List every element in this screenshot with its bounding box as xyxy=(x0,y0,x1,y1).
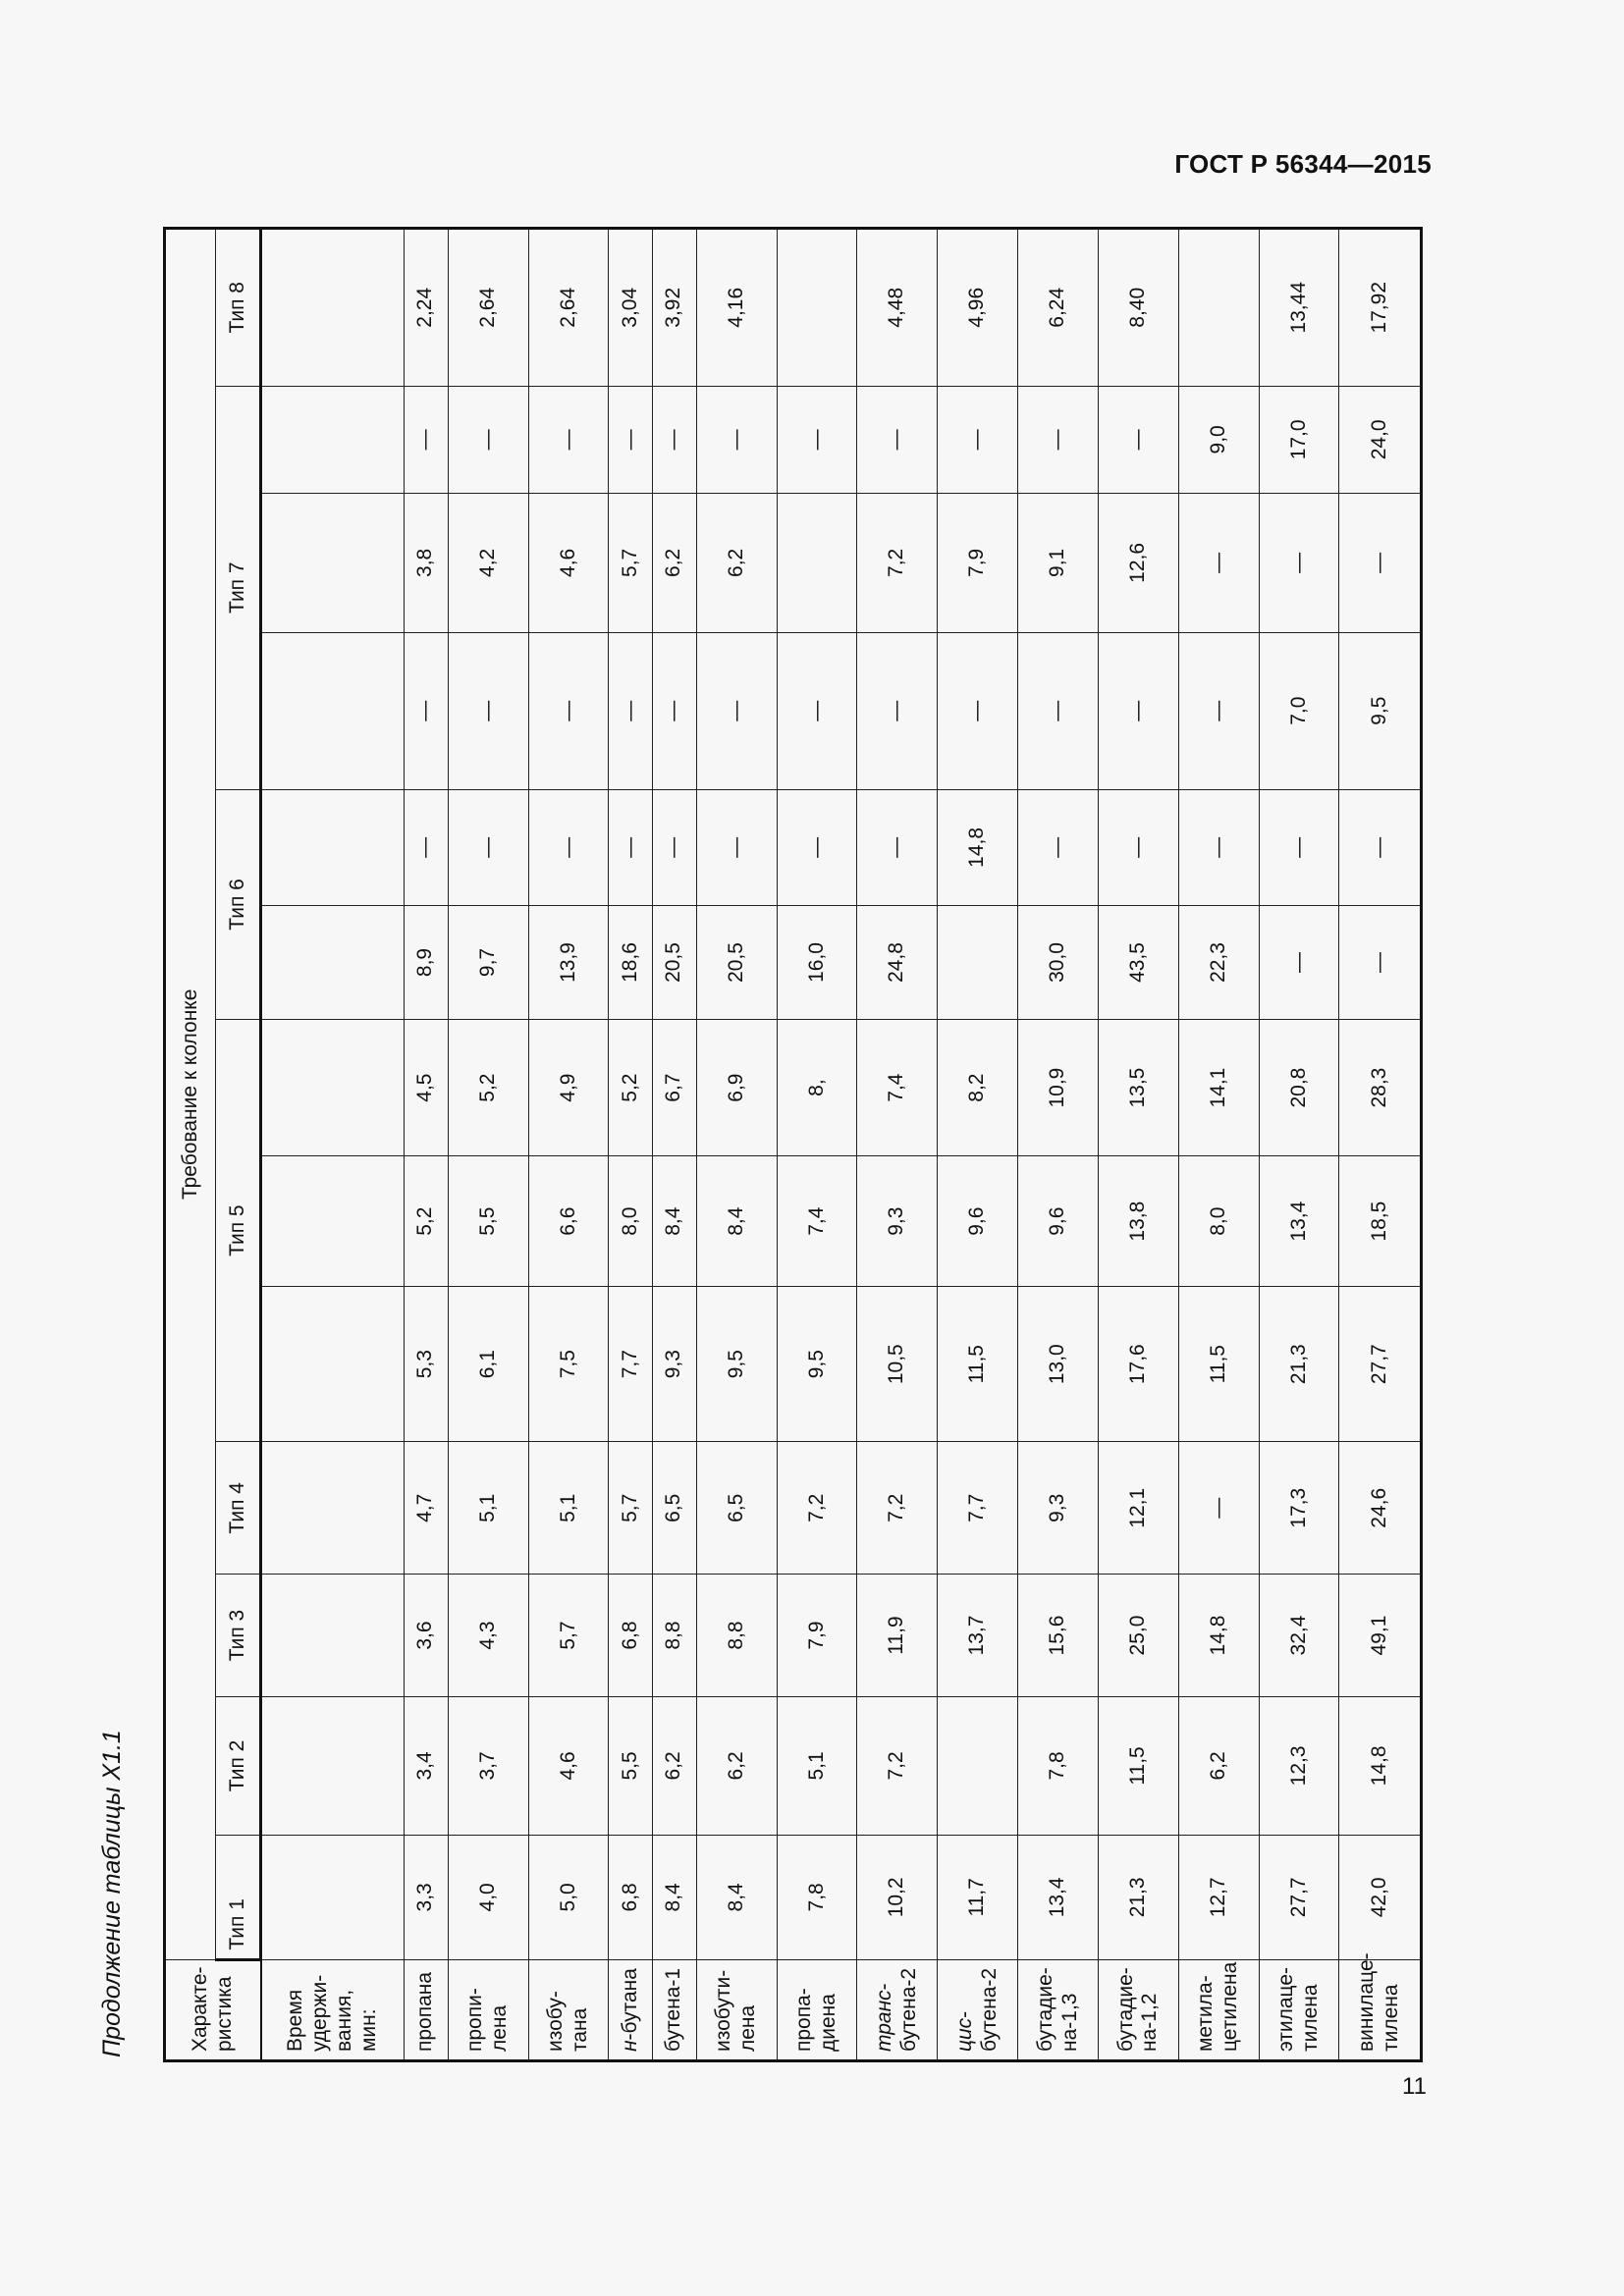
row-label-text: бутена-1 xyxy=(662,1967,685,2052)
value-cell: 5,1 xyxy=(448,1442,528,1575)
row-label-italic-prefix: н xyxy=(618,2040,641,2052)
value-cell: 5,5 xyxy=(448,1156,528,1287)
value-cell: 7,7 xyxy=(609,1287,653,1442)
value-cell: — xyxy=(609,789,653,905)
value-cell: 13,44 xyxy=(1259,229,1339,387)
header-type-2: Тип 2 xyxy=(216,1696,261,1835)
empty-cell xyxy=(261,1019,405,1155)
value-cell: 8,0 xyxy=(609,1156,653,1287)
value-cell: 7,5 xyxy=(528,1287,609,1442)
value-cell: 24,8 xyxy=(857,905,938,1019)
value-cell: 14,8 xyxy=(938,789,1018,905)
value-cell: — xyxy=(1259,789,1339,905)
value-cell: — xyxy=(653,789,697,905)
value-cell: 16,0 xyxy=(777,905,857,1019)
value-cell: 14,8 xyxy=(1178,1575,1259,1696)
value-cell: 7,2 xyxy=(857,1442,938,1575)
value-cell: 4,5 xyxy=(405,1019,449,1155)
value-cell: 9,5 xyxy=(696,1287,777,1442)
value-cell: 11,5 xyxy=(1098,1696,1178,1835)
value-cell: 13,4 xyxy=(1018,1836,1099,1960)
retention-time-row xyxy=(261,229,405,2061)
empty-cell xyxy=(261,632,405,789)
value-cell: — xyxy=(1018,789,1099,905)
value-cell: 20,8 xyxy=(1259,1019,1339,1155)
header-type-4: Тип 4 xyxy=(216,1442,261,1575)
value-cell: 12,1 xyxy=(1098,1442,1178,1575)
value-cell: — xyxy=(857,789,938,905)
value-cell: 10,9 xyxy=(1018,1019,1099,1155)
row-label-text: пропа-диена xyxy=(792,1988,839,2052)
row-label-text: бутадие-на-1,3 xyxy=(1033,1967,1081,2052)
value-cell: 5,7 xyxy=(609,1442,653,1575)
page-number: 11 xyxy=(1402,2073,1427,2100)
value-cell: — xyxy=(696,632,777,789)
row-label-text: винилаце-тилена xyxy=(1355,1952,1403,2052)
value-cell: 9,3 xyxy=(857,1156,938,1287)
value-cell: 21,3 xyxy=(1259,1287,1339,1442)
table-row xyxy=(609,229,653,2061)
row-label xyxy=(1259,1959,1339,2060)
row-label xyxy=(696,1959,777,2060)
row-label xyxy=(938,1959,1018,2060)
header-type-1: Тип 1 xyxy=(216,1836,261,1960)
value-cell: 9,5 xyxy=(777,1287,857,1442)
row-label xyxy=(653,1959,697,2060)
value-cell: — xyxy=(1098,789,1178,905)
table-row xyxy=(1259,229,1339,2061)
table-row xyxy=(528,229,609,2061)
value-cell: 6,2 xyxy=(696,1696,777,1835)
value-cell: 4,6 xyxy=(528,494,609,632)
header-type-5: Тип 5 xyxy=(216,1019,261,1441)
row-label xyxy=(857,1959,938,2060)
row-label xyxy=(609,1959,653,2060)
row-label-text: -бутена-2 xyxy=(952,1967,1001,2052)
value-cell: 3,3 xyxy=(405,1836,449,1960)
empty-cell xyxy=(261,386,405,494)
row-label-text: бутадие-на-1,2 xyxy=(1113,1967,1162,2052)
value-cell: 6,2 xyxy=(696,494,777,632)
value-cell: 12,6 xyxy=(1098,494,1178,632)
value-cell: 22,3 xyxy=(1178,905,1259,1019)
value-cell: — xyxy=(1178,789,1259,905)
value-cell: 17,92 xyxy=(1339,229,1422,387)
value-cell: 43,5 xyxy=(1098,905,1178,1019)
value-cell: 6,8 xyxy=(609,1836,653,1960)
empty-cell xyxy=(261,1575,405,1696)
value-cell: 8,40 xyxy=(1098,229,1178,387)
table-row xyxy=(405,229,449,2061)
header-type-3: Тип 3 xyxy=(216,1575,261,1696)
value-cell: — xyxy=(857,632,938,789)
row-label-text: -бутена-2 xyxy=(873,1967,920,2052)
value-cell: 4,9 xyxy=(528,1019,609,1155)
table-row xyxy=(1098,229,1178,2061)
value-cell: 9,1 xyxy=(1018,494,1099,632)
value-cell: — xyxy=(528,386,609,494)
value-cell: 4,0 xyxy=(448,1836,528,1960)
value-cell: 11,9 xyxy=(857,1575,938,1696)
value-cell: 17,3 xyxy=(1259,1442,1339,1575)
value-cell: 32,4 xyxy=(1259,1575,1339,1696)
value-cell: 8,4 xyxy=(653,1156,697,1287)
value-cell: 9,7 xyxy=(448,905,528,1019)
value-cell: 13,8 xyxy=(1098,1156,1178,1287)
value-cell: 6,2 xyxy=(653,1696,697,1835)
value-cell: 14,1 xyxy=(1178,1019,1259,1155)
value-cell: — xyxy=(1259,494,1339,632)
value-cell: 13,5 xyxy=(1098,1019,1178,1155)
value-cell: 7,2 xyxy=(857,1696,938,1835)
empty-cell xyxy=(261,229,405,387)
value-cell: — xyxy=(653,386,697,494)
value-cell: 30,0 xyxy=(1018,905,1099,1019)
value-cell: 3,4 xyxy=(405,1696,449,1835)
value-cell: 6,2 xyxy=(653,494,697,632)
value-cell xyxy=(777,229,857,387)
value-cell: 8,9 xyxy=(405,905,449,1019)
row-label-text: пропи-лена xyxy=(463,1988,512,2052)
value-cell: 6,2 xyxy=(1178,1696,1259,1835)
value-cell: — xyxy=(448,789,528,905)
value-cell: — xyxy=(653,632,697,789)
row-label xyxy=(777,1959,857,2060)
value-cell: — xyxy=(1178,494,1259,632)
value-cell: 4,3 xyxy=(448,1575,528,1696)
data-table xyxy=(163,227,1423,2062)
value-cell: 9,6 xyxy=(938,1156,1018,1287)
value-cell: 11,7 xyxy=(938,1836,1018,1960)
value-cell: 5,2 xyxy=(609,1019,653,1155)
header-characteristic: Характе-ристика xyxy=(165,1959,261,2060)
value-cell: 10,2 xyxy=(857,1836,938,1960)
value-cell: 9,3 xyxy=(1018,1442,1099,1575)
table-row xyxy=(696,229,777,2061)
value-cell: — xyxy=(1259,905,1339,1019)
empty-cell xyxy=(261,1442,405,1575)
value-cell: 6,8 xyxy=(609,1575,653,1696)
value-cell: 9,5 xyxy=(1339,632,1422,789)
value-cell: 3,04 xyxy=(609,229,653,387)
value-cell: 6,5 xyxy=(653,1442,697,1575)
value-cell: — xyxy=(405,386,449,494)
value-cell: 4,48 xyxy=(857,229,938,387)
value-cell: — xyxy=(609,632,653,789)
row-label-text: изобу-тана xyxy=(544,1991,591,2052)
value-cell: — xyxy=(1018,386,1099,494)
value-cell: — xyxy=(1339,905,1422,1019)
value-cell: 24,6 xyxy=(1339,1442,1422,1575)
retention-time-label: Время удержи-вания, мин: xyxy=(261,1959,405,2060)
value-cell: 8,4 xyxy=(653,1836,697,1960)
table-row xyxy=(1018,229,1099,2061)
table-row xyxy=(777,229,857,2061)
value-cell: 9,3 xyxy=(653,1287,697,1442)
value-cell: — xyxy=(1098,632,1178,789)
row-label xyxy=(1018,1959,1099,2060)
value-cell: 7,2 xyxy=(777,1442,857,1575)
value-cell: — xyxy=(696,789,777,905)
row-label xyxy=(1339,1952,1422,2060)
table-row xyxy=(857,229,938,2061)
table-caption: Продолжение таблицы Х1.1 xyxy=(98,1730,126,2057)
value-cell: 7,9 xyxy=(777,1575,857,1696)
table-row xyxy=(448,229,528,2061)
value-cell: 2,24 xyxy=(405,229,449,387)
value-cell: 4,7 xyxy=(405,1442,449,1575)
header-type-7: Тип 7 xyxy=(216,386,261,789)
value-cell: 13,7 xyxy=(938,1575,1018,1696)
value-cell: 7,9 xyxy=(938,494,1018,632)
value-cell: — xyxy=(1018,632,1099,789)
value-cell: 11,5 xyxy=(1178,1287,1259,1442)
value-cell: 6,9 xyxy=(696,1019,777,1155)
value-cell: 21,3 xyxy=(1098,1836,1178,1960)
value-cell: 13,4 xyxy=(1259,1156,1339,1287)
value-cell: 3,8 xyxy=(405,494,449,632)
value-cell: 5,2 xyxy=(448,1019,528,1155)
value-cell: — xyxy=(448,386,528,494)
value-cell: 5,2 xyxy=(405,1156,449,1287)
value-cell: 8,2 xyxy=(938,1019,1018,1155)
value-cell: — xyxy=(938,632,1018,789)
value-cell xyxy=(938,905,1018,1019)
row-label-text: -бутана xyxy=(618,1968,641,2041)
value-cell: 8,8 xyxy=(696,1575,777,1696)
value-cell xyxy=(777,494,857,632)
value-cell: — xyxy=(857,386,938,494)
value-cell: — xyxy=(696,386,777,494)
header-type-6: Тип 6 xyxy=(216,789,261,1019)
value-cell: — xyxy=(528,789,609,905)
value-cell: — xyxy=(528,632,609,789)
table-rotated-container xyxy=(163,227,1423,2062)
value-cell: 7,4 xyxy=(857,1019,938,1155)
row-label-italic-prefix: цис xyxy=(952,2017,976,2052)
document-code: ГОСТ Р 56344—2015 xyxy=(1174,149,1432,179)
value-cell: 12,3 xyxy=(1259,1696,1339,1835)
value-cell: 42,0 xyxy=(1339,1836,1422,1960)
value-cell: 4,16 xyxy=(696,229,777,387)
value-cell: — xyxy=(1178,632,1259,789)
value-cell: — xyxy=(448,632,528,789)
table-body xyxy=(261,229,1422,2061)
value-cell: 28,3 xyxy=(1339,1019,1422,1155)
value-cell: 9,6 xyxy=(1018,1156,1099,1287)
value-cell: 18,5 xyxy=(1339,1156,1422,1287)
value-cell: 5,7 xyxy=(609,494,653,632)
value-cell: 7,7 xyxy=(938,1442,1018,1575)
value-cell: 49,1 xyxy=(1339,1575,1422,1696)
row-label-text: изобути-лена xyxy=(712,1969,760,2052)
value-cell: 10,5 xyxy=(857,1287,938,1442)
value-cell: 20,5 xyxy=(653,905,697,1019)
value-cell: — xyxy=(777,789,857,905)
value-cell: 4,96 xyxy=(938,229,1018,387)
row-label-text: этилаце-тилена xyxy=(1274,1967,1323,2052)
empty-cell xyxy=(261,1836,405,1960)
value-cell: 13,0 xyxy=(1018,1287,1099,1442)
table-row xyxy=(1339,229,1422,2061)
table-row xyxy=(1178,229,1259,2061)
value-cell: — xyxy=(777,632,857,789)
value-cell: 14,8 xyxy=(1339,1696,1422,1835)
value-cell: — xyxy=(1339,494,1422,632)
empty-cell xyxy=(261,1287,405,1442)
row-label xyxy=(528,1959,609,2060)
value-cell: 24,0 xyxy=(1339,386,1422,494)
empty-cell xyxy=(261,905,405,1019)
row-label-text: пропана xyxy=(413,1971,437,2052)
value-cell: 3,7 xyxy=(448,1696,528,1835)
value-cell: 11,5 xyxy=(938,1287,1018,1442)
table-row xyxy=(938,229,1018,2061)
table-row xyxy=(653,229,697,2061)
row-label xyxy=(448,1959,528,2060)
value-cell xyxy=(1178,229,1259,387)
value-cell: 6,7 xyxy=(653,1019,697,1155)
value-cell: 7,8 xyxy=(777,1836,857,1960)
value-cell: 2,64 xyxy=(448,229,528,387)
value-cell: 5,1 xyxy=(528,1442,609,1575)
value-cell xyxy=(938,1696,1018,1835)
value-cell: 7,4 xyxy=(777,1156,857,1287)
empty-cell xyxy=(261,494,405,632)
value-cell: — xyxy=(1098,386,1178,494)
value-cell: 8,8 xyxy=(653,1575,697,1696)
value-cell: 17,6 xyxy=(1098,1287,1178,1442)
value-cell: 5,7 xyxy=(528,1575,609,1696)
value-cell: 4,2 xyxy=(448,494,528,632)
value-cell: 27,7 xyxy=(1339,1287,1422,1442)
value-cell: 25,0 xyxy=(1098,1575,1178,1696)
row-label xyxy=(1178,1959,1259,2060)
value-cell: 2,64 xyxy=(528,229,609,387)
value-cell: 5,5 xyxy=(609,1696,653,1835)
value-cell: 6,6 xyxy=(528,1156,609,1287)
value-cell: 7,0 xyxy=(1259,632,1339,789)
value-cell: 3,92 xyxy=(653,229,697,387)
value-cell: 8,4 xyxy=(696,1836,777,1960)
value-cell: 12,7 xyxy=(1178,1836,1259,1960)
empty-cell xyxy=(261,1156,405,1287)
value-cell: 5,3 xyxy=(405,1287,449,1442)
value-cell: 6,24 xyxy=(1018,229,1099,387)
value-cell: — xyxy=(777,386,857,494)
value-cell: 9,0 xyxy=(1178,386,1259,494)
value-cell: 15,6 xyxy=(1018,1575,1099,1696)
value-cell: 20,5 xyxy=(696,905,777,1019)
row-label-text: метила-цетилена xyxy=(1194,1961,1242,2052)
value-cell: 7,8 xyxy=(1018,1696,1099,1835)
value-cell: 13,9 xyxy=(528,905,609,1019)
row-label xyxy=(1098,1959,1178,2060)
header-column-requirement: Требование к колонке xyxy=(165,229,216,1960)
value-cell: 8, xyxy=(777,1019,857,1155)
row-label xyxy=(405,1959,449,2060)
value-cell: 7,2 xyxy=(857,494,938,632)
value-cell: 4,6 xyxy=(528,1696,609,1835)
header-type-8: Тип 8 xyxy=(216,229,261,387)
value-cell: 27,7 xyxy=(1259,1836,1339,1960)
row-label-italic-prefix: транс xyxy=(873,1990,896,2052)
value-cell: — xyxy=(609,386,653,494)
value-cell: 8,4 xyxy=(696,1156,777,1287)
value-cell: 6,1 xyxy=(448,1287,528,1442)
value-cell: 18,6 xyxy=(609,905,653,1019)
value-cell: — xyxy=(1178,1442,1259,1575)
value-cell: — xyxy=(405,632,449,789)
empty-cell xyxy=(261,1696,405,1835)
value-cell: 6,5 xyxy=(696,1442,777,1575)
value-cell: — xyxy=(938,386,1018,494)
value-cell: — xyxy=(405,789,449,905)
value-cell: 3,6 xyxy=(405,1575,449,1696)
empty-cell xyxy=(261,789,405,905)
value-cell: 8,0 xyxy=(1178,1156,1259,1287)
value-cell: 17,0 xyxy=(1259,386,1339,494)
value-cell: — xyxy=(1339,789,1422,905)
value-cell: 5,1 xyxy=(777,1696,857,1835)
value-cell: 5,0 xyxy=(528,1836,609,1960)
